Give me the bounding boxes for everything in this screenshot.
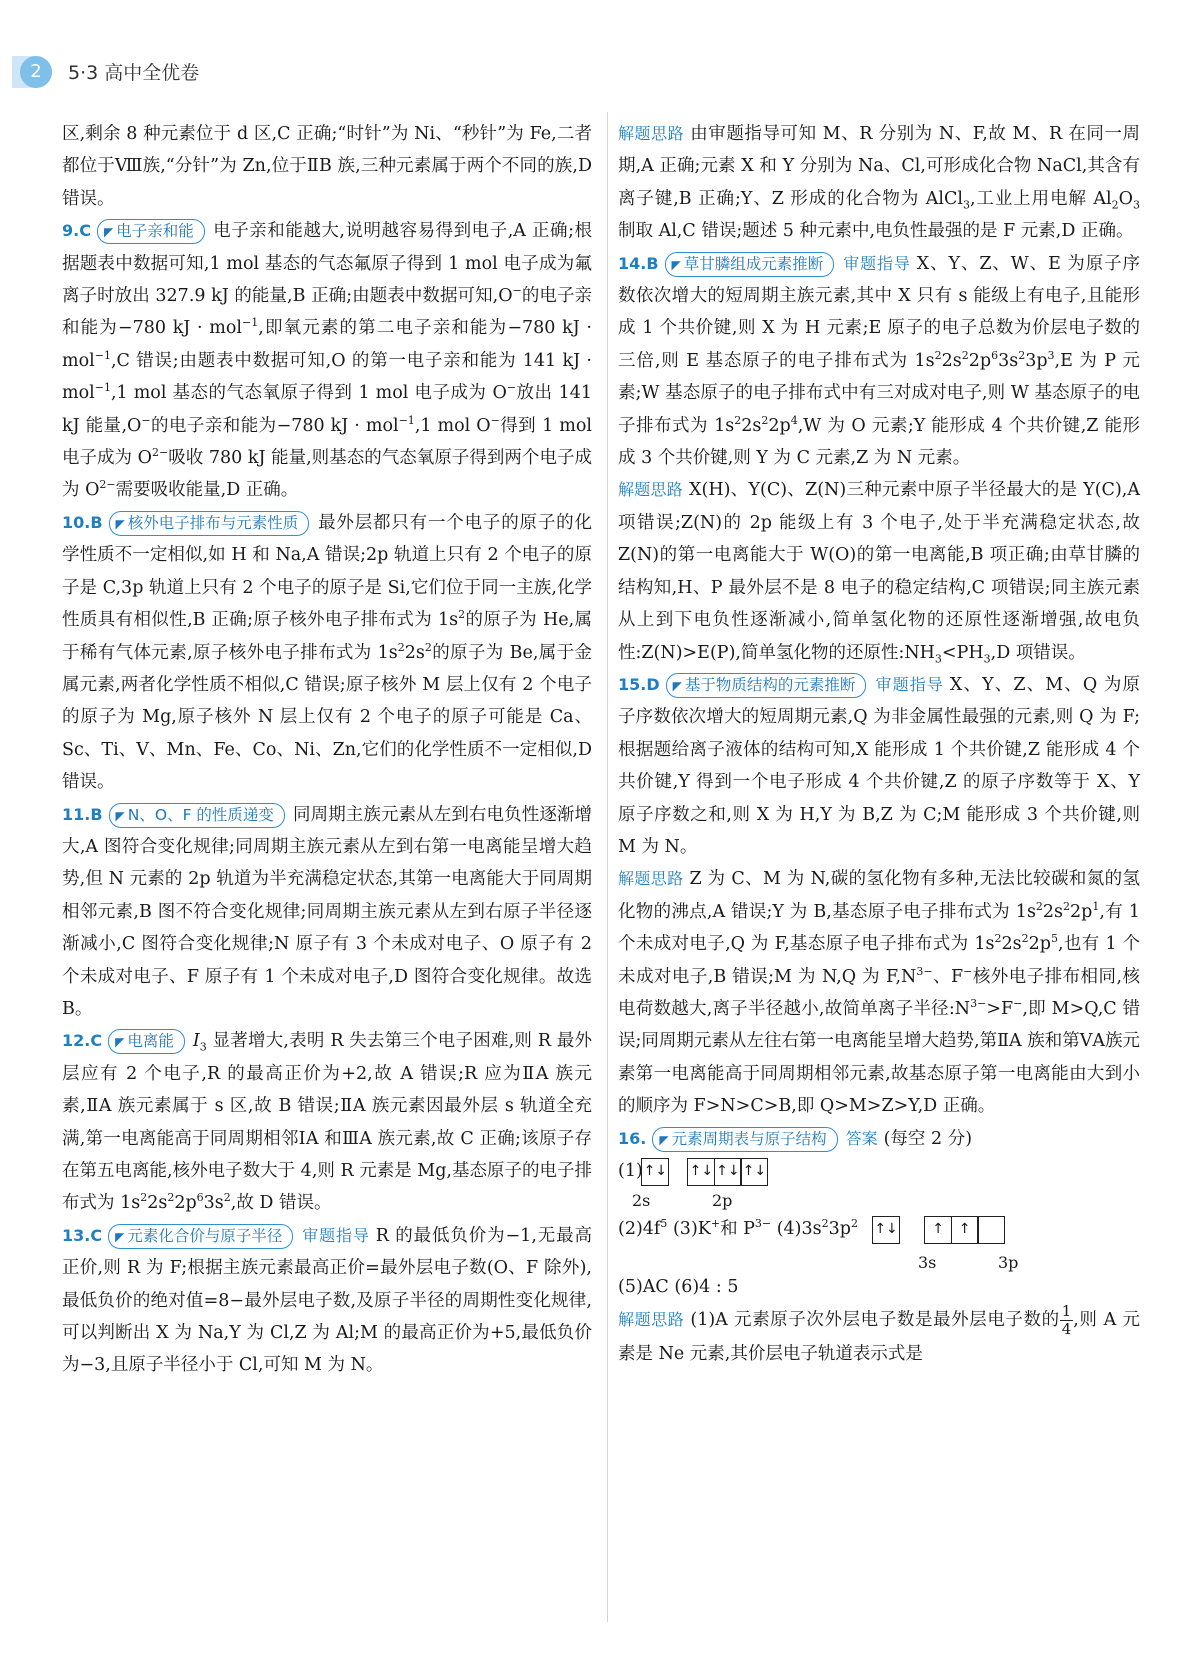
thinking-label: 解题思路 xyxy=(618,480,684,500)
answer-13-thinking: 解题思路 由审题指导可知 M、R 分别为 N、F,故 M、R 在同一周期,A 正确;元素 X 和 Y 分别为 Na、Cl,可形成化合物 NaCl,其含有离子键,B 正确;Y、Z 形成的化合物为 AlCl$_3$,工业上用电解 $Al_2O_3$ 制取 Al,C 错误;题述 5 种元素中,电负性最强的是 F 元素,D 正确。 xyxy=(618,124,1140,242)
topic-tag: ◤ 核外电子排布与元素性质 xyxy=(109,511,310,536)
question-number: 13.C xyxy=(62,1225,103,1245)
orbital-box: ↑↓ xyxy=(714,1158,742,1186)
thinking-label: 解题思路 xyxy=(618,869,684,889)
orbital-box: ↑↓ xyxy=(687,1158,715,1186)
topic-tag: ◤ 元素化合价与原子半径 xyxy=(108,1224,293,1249)
question-number: 12.C xyxy=(62,1031,103,1051)
answer-16: 16. ◤ 元素周期表与原子结构 答案 (每空 2 分) xyxy=(618,1123,1140,1155)
answer-15: 15.D ◤ 基于物质结构的元素推断 审题指导 X、Y、Z、M、Q 为原子序数依次增大的短周期元素,Q 为非金属性最强的元素,则 Q 为 F;根据题给离子液体的结构可知,X 能形成 1 个共价键,Z 能形成 4 个共价键,Y 得到一个电子形成 4 个共价键,Z 的原子序数等于 X、Y 原子序数之和,则 X 为 H,Y 为 B,Z 为 C;M 能形成 3 个共价键,则 M 为 N。 xyxy=(618,674,1140,857)
answer-10: 10.B ◤ 核外电子排布与元素性质 最外层都只有一个电子的原子的化学性质不一定相似,如 H 和 Na,A 错误;2p 轨道上只有 2 个电子的原子是 C,3p 轨道上只有 2 个电子的原子是 Si,它们位于同一主族,化学性质具有相似性,B 正确;原子核外电子排布式为 $1s^2$的原子为 He,属于稀有气体元素,原子核外电子排布式为 $1s^22s^2$的原子为 Be,属于金属元素,两者化学性质不相似,C 错误;原子核外 M 层上仅有 2 个电子的原子为 Mg,原子核外 N 层上仅有 2 个电子的原子可能是 Ca、Sc、Ti、V、Mn、Fe、Co、Ni、Zn,它们的化学性质不一定相似,D 错误。 xyxy=(62,512,592,793)
right-column xyxy=(618,118,1140,1371)
flag-icon: ◤ xyxy=(115,1035,125,1050)
orbital-caption: 2p xyxy=(712,1191,733,1210)
flag-icon: ◤ xyxy=(672,678,682,693)
topic-tag: ◤ 电子亲和能 xyxy=(97,219,205,244)
topic-tag: ◤ 基于物质结构的元素推断 xyxy=(666,673,867,698)
flag-icon: ◤ xyxy=(671,257,681,272)
orbital-box: ↑↓ xyxy=(641,1158,669,1186)
topic-tag: ◤ 元素周期表与原子结构 xyxy=(652,1127,837,1152)
answer-13: 13.C ◤ 元素化合价与原子半径 审题指导 R 的最低负价为−1,无最高正价,则 R 为 F;根据主族元素最高正价=最外层电子数(O、F 除外),最低负价的绝对值=8−最外层电子数,及原子半径的周期性变化规律,可以判断出 X 为 Na,Y 为 Cl,Z 为 Al;M 的最高正价为+5,最低负价为−3,且原子半径小于 Cl,可知 M 为 N。 xyxy=(62,1225,592,1376)
answer-15-thinking: 解题思路 Z 为 C、M 为 N,碳的氢化物有多种,无法比较碳和氮的氢化物的沸点,A 错误;Y 为 B,基态原子电子排布式为 $1s^22s^22p^1$,有 1 个未成对电子,Q 为 F,基态原子电子排布式为 $1s^22s^22p^5$,也有 1 个未成对电子,B 错误;M 为 N,Q 为 $F,N^{3-}$、F−核外电子排布相同,核电荷数越大,离子半径越小,故简单离子半径$:N^{3-}>F^-$,即 M>Q,C 错误;同周期元素从左往右第一电离能呈增大趋势,第ⅡA 族和第ⅤA族元素第一电离能高于同周期相邻元素,故基态原子第一电离能由大到小的顺序为 F>N>C>B,即 Q>M>Z>Y,D 正确。 xyxy=(618,869,1140,1117)
thinking-label: 解题思路 xyxy=(618,124,685,143)
question-number: 10.B xyxy=(62,512,103,532)
question-number: 11.B xyxy=(62,804,103,824)
orbital-caption: 3p xyxy=(998,1253,1019,1272)
question-number: 15.D xyxy=(618,674,660,694)
topic-tag: ◤ N、O、F 的性质递变 xyxy=(109,803,285,828)
orbital-diagram-1: (1)↑↓ ↑↓ ↑↓ ↑↓ 2s 2p xyxy=(618,1155,1140,1213)
hint-label: 审题指导 xyxy=(842,253,911,273)
flag-icon: ◤ xyxy=(103,225,114,240)
orbital-caption: 2s xyxy=(632,1191,651,1210)
answer-11: 11.B ◤ N、O、F 的性质递变 同周期主族元素从左到右电负性逐渐增大,A 图符合变化规律;同周期主族元素从左到右第一电离能呈增大趋势,但 N 元素的 2p 轨道为半充满稳定状态,其第一电离能大于同周期相邻元素,B 图不符合变化规律;同周期主族元素从左到右原子半径逐渐减小,C 图符合变化规律;N 原子有 3 个未成对电子、O 原子有 2 个未成对电子、F 原子有 1 个未成对电子,D 图符合变化规律。故选 B。 xyxy=(62,804,592,1019)
orbital-box xyxy=(977,1216,1005,1244)
orbital-caption: 3s xyxy=(918,1253,937,1272)
flag-icon: ◤ xyxy=(115,516,125,531)
answer-label: 答案 xyxy=(845,1128,878,1148)
answer-16-line-2: $(2)4f^5$ (3)K+和 $P^{3-}$ $(4)3s^23p^2$ ↑↓ ↑ ↑ 3s 3p xyxy=(618,1213,1140,1271)
orbital-box: ↑↓ xyxy=(872,1216,900,1244)
book-title: 5·3 高中全优卷 xyxy=(68,62,200,84)
question-number: 14.B xyxy=(618,253,659,273)
orbital-box: ↑ xyxy=(924,1216,952,1244)
answer-9: 9.C ◤ 电子亲和能 电子亲和能越大,说明越容易得到电子,A 正确;根据题表中数据可知,1 mol 基态的气态氟原子得到 1 mol 电子成为氟离子时放出 327.9 kJ 的能量,B 正确;由题表中数据可知,O−的电子亲和能为−780 kJ · mol$^{-1}$,即氧元素的第二电子亲和能为−780 kJ · mol$^{-1}$,C 错误;由题表中数据可知,O 的第一电子亲和能为 141 kJ · mol$^{-1}$,1 mol 基态的气态氧原子得到 1 mol 电子成为 O−放出 141 kJ 能量,O−的电子亲和能为−780 kJ · mol$^{-1}$,1 mol O−得到 1 mol 电子成为 $O^{2-}$吸收 780 kJ 能量,则基态的气态氧原子得到两个电子成为 $O^{2-}$需要吸收能量,D 正确。 xyxy=(62,221,593,501)
topic-tag: ◤ 电离能 xyxy=(108,1029,185,1054)
question-number: 16. xyxy=(618,1128,647,1148)
flag-icon: ◤ xyxy=(115,1229,125,1244)
orbital-box: ↑ xyxy=(951,1216,979,1244)
question-number: 9.C xyxy=(62,221,91,241)
answer-16-line-3: (5)AC (6)4 : 5 xyxy=(618,1277,739,1297)
flag-icon: ◤ xyxy=(115,808,125,823)
hint-label: 审题指导 xyxy=(301,1225,370,1245)
paragraph-continuation: 区,剩余 8 种元素位于 d 区,C 正确;“时针”为 Ni、“秒针”为 Fe,二者都位于Ⅷ族,“分针”为 Zn,位于ⅡB 族,三种元素属于两个不同的族,D 错误。 xyxy=(62,124,592,209)
answer-16-thinking: 解题思路 (1)A 元素原子次外层电子数是最外层电子数的 $\frac{1}{4}$ ,则 A 元素是 Ne 元素,其价层电子轨道表示式是 xyxy=(618,1302,1140,1365)
answer-12: 12.C ◤ 电离能 $I_3$ 显著增大,表明 R 失去第三个电子困难,则 R 最外层应有 2 个电子,R 的最高正价为+2,故 A 错误;R 应为ⅡA 族元素,ⅡA 族元素属于 s 区,故 B 错误;ⅡA 族元素因最外层 s 轨道全充满,第一电离能高于同周期相邻ⅠA 和ⅢA 族元素,故 C 正确;该原子存在第五电离能,核外电子数大于 4,则 R 元素是 Mg,基态原子的电子排布式为 $1s^22s^22p^63s^2$,故 D 错误。 xyxy=(62,1031,592,1214)
orbital-box: ↑↓ xyxy=(740,1158,768,1186)
page-header xyxy=(0,0,1182,110)
column-divider xyxy=(607,112,608,1622)
answer-14-thinking: 解题思路 X(H)、Y(C)、Z(N)三种元素中原子半径最大的是 Y(C),A 项错误;Z(N)的 2p 能级上有 3 个电子,处于半充满稳定状态,故 Z(N)的第一电离能大于 W(O)的第一电离能,B 项正确;由草甘膦的结构知,H、P 最外层不是 8 电子的稳定结构,C 项错误;同主族元素从上到下电负性逐渐减小,简单氢化物的还原性逐渐增强,故电负性:Z(N)>E(P),简单氢化物的还原性$:NH_3<PH_3,D$ 项错误。 xyxy=(618,480,1140,665)
answer-14: 14.B ◤ 草甘膦组成元素推断 审题指导 X、Y、Z、W、E 为原子序数依次增大的短周期主族元素,其中 X 只有 s 能级上有电子,且能形成 1 个共价键,则 X 为 H 元素;E 原子的电子总数为价层电子数的三倍,则 E 基态原子的电子排布式为 $1s^22s^22p^63s^23p^3,E$ 为 P 元素;W 基态原子的电子排布式中有三对成对电子,则 W 基态原子的电子排布式为 $1s^22s^22p^4,W$ 为 O 元素;Y 能形成 4 个共价键,Z 能形成 3 个共价键,则 Y 为 C 元素,Z 为 N 元素。 xyxy=(618,253,1140,469)
topic-tag: ◤ 草甘膦组成元素推断 xyxy=(665,252,835,277)
thinking-label: 解题思路 xyxy=(618,1310,685,1330)
fraction: $\frac{1}{4}$ xyxy=(1061,1302,1072,1339)
page-number: 2 xyxy=(20,56,52,88)
left-column xyxy=(62,118,592,1382)
hint-label: 审题指导 xyxy=(874,674,944,694)
flag-icon: ◤ xyxy=(659,1132,669,1147)
